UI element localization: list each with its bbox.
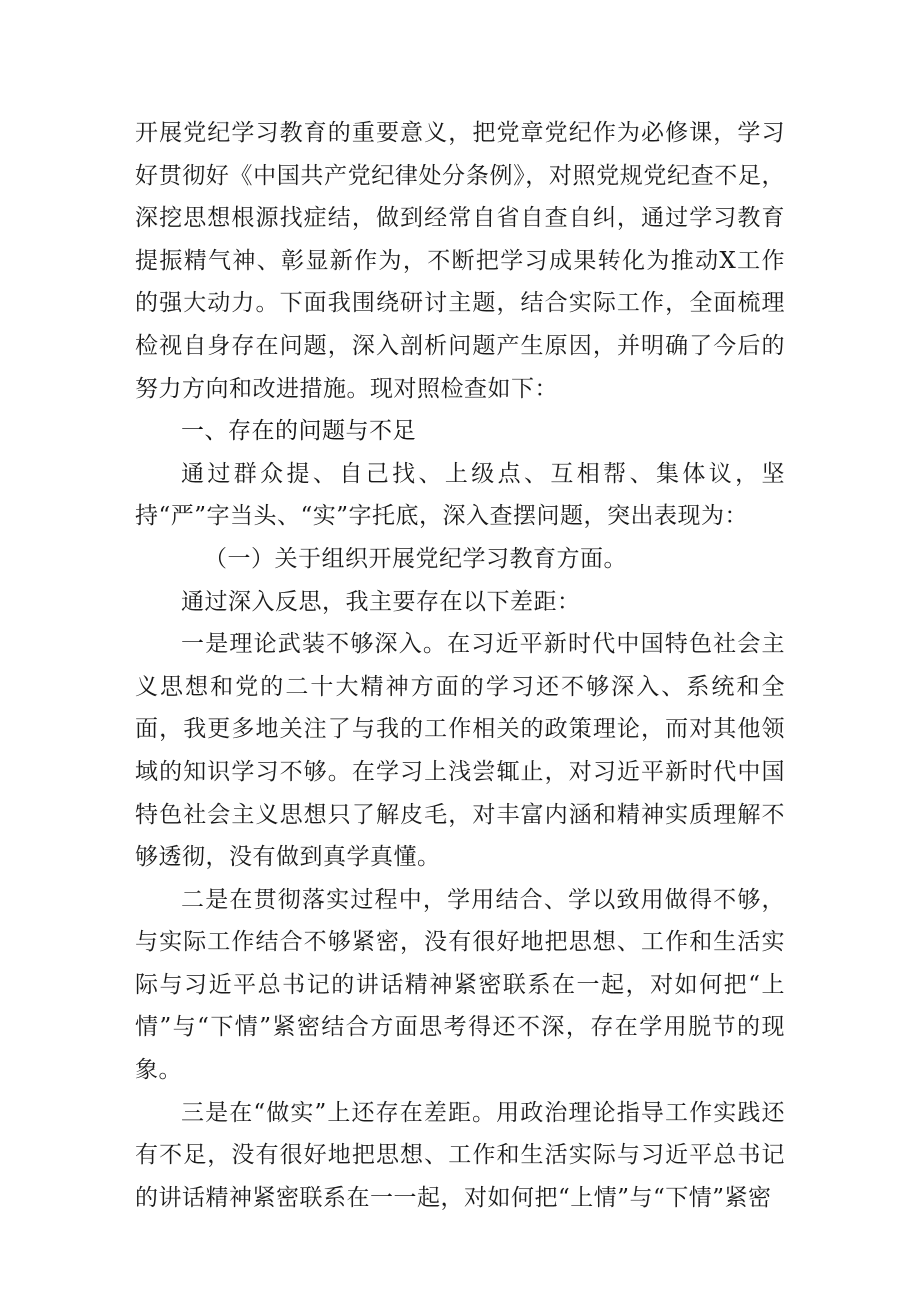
- intro-paragraph: 开展党纪学习教育的重要意义，把党章党纪作为必修课，学习好贯彻好《中国共产党纪律处分条例》，对照党规党纪查不足，深挖思想根源找症结，做到经常自省自查自纠，通过学习教育提振精气神、彰显新作为，不断把学习成果转化为推动X工作的强大动力。下面我围绕研讨主题，结合实际工作，全面梳理检视自身存在问题，深入剖析问题产生原因，并明确了今后的努力方向和改进措施。现对照检查如下：: [135, 120, 785, 402]
- body-paragraph: 三是在“做实”上还存在差距。用政治理论指导工作实践还有不足，没有很好地把思想、工作和生活实际与习近平总书记的讲话精神紧密联系在一一起，对如何把“上情”与“下情”紧密: [135, 1099, 785, 1211]
- section-heading-problems: 一、存在的问题与不足: [181, 418, 416, 445]
- subsection-heading: （一）关于组织开展党纪学习教育方面。: [204, 545, 627, 572]
- body-paragraph: 通过群众提、自己找、上级点、互相帮、集体议，坚持“严”字当头、“实”字托底，深入查摆问题，突出表现为：: [135, 460, 785, 530]
- body-paragraph: 通过深入反思，我主要存在以下差距：: [181, 588, 581, 615]
- document-body: [135, 112, 785, 1219]
- body-paragraph: 二是在贯彻落实过程中，学用结合、学以致用做得不够，与实际工作结合不够紧密，没有很好地把思想、工作和生活实际与习近平总书记的讲话精神紧密联系在一起，对如何把“上情”与“下情”紧密结合方面思考得还不深，存在学用脱节的现象。: [135, 886, 785, 1084]
- body-paragraph: 一是理论武装不够深入。在习近平新时代中国特色社会主义思想和党的二十大精神方面的学习还不够深入、系统和全面，我更多地关注了与我的工作相关的政策理论，而对其他领域的知识学习不够。在学习上浅尝辄止，对习近平新时代中国特色社会主义思想只了解皮毛，对丰富内涵和精神实质理解不够透彻，没有做到真学真懂。: [135, 631, 785, 871]
